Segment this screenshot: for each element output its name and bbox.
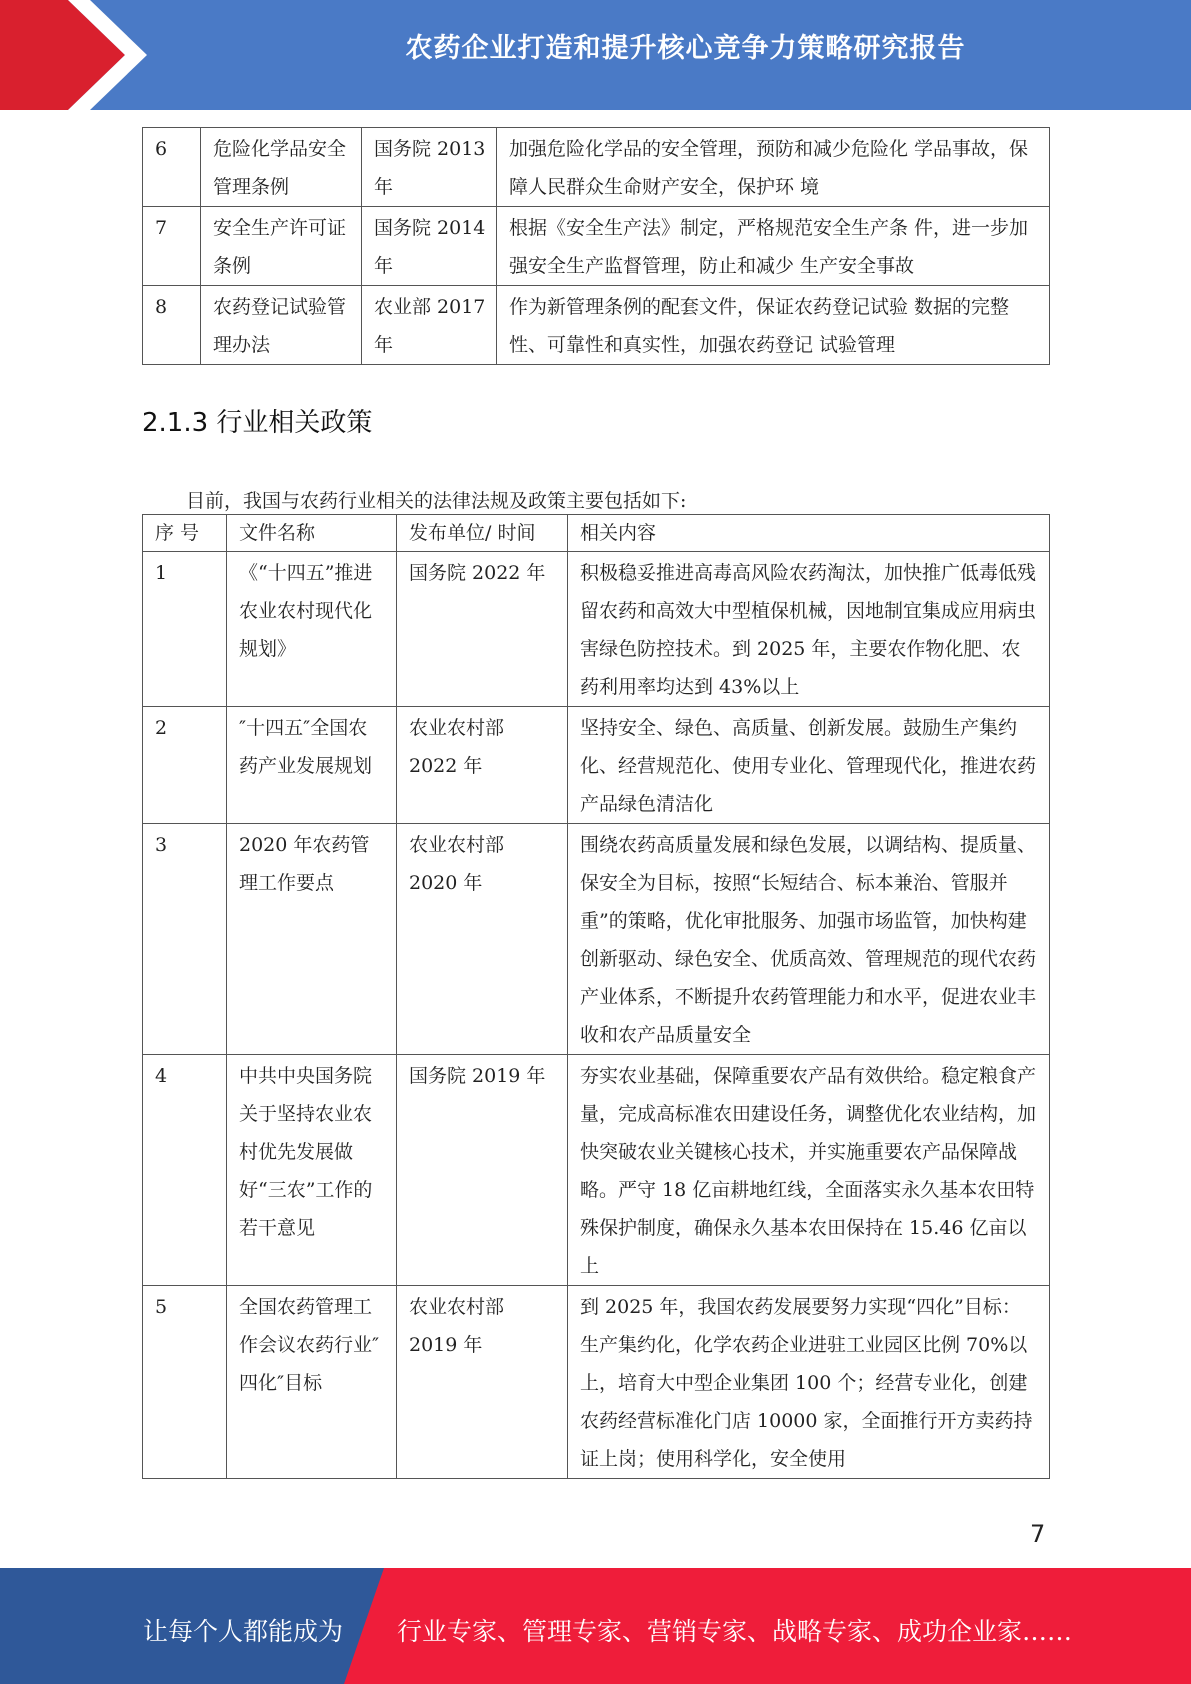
- table-header-row: [143, 515, 1050, 552]
- row-number: 3: [143, 824, 227, 1055]
- document-name: ″十四五″全国农药产业发展规划: [227, 707, 397, 824]
- content: 加强危险化学品的安全管理，预防和减少危险化 学品事故，保障人民群众生命财产安全，保护环 境: [497, 128, 1050, 207]
- table-row: [143, 707, 1050, 824]
- content: 到 2025 年，我国农药发展要努力实现“四化”目标：生产集约化，化学农药企业进驻工业园区比例 70%以上，培育大中型企业集团 100 个；经营专业化，创建农药经营标准化门店 10000 家，全面推行开方卖药持证上岗；使用科学化，安全使用: [568, 1286, 1050, 1479]
- row-number: 8: [143, 286, 201, 365]
- issuer: 国务院 2014 年: [362, 207, 497, 286]
- content: 围绕农药高质量发展和绿色发展，以调结构、提质量、保安全为目标，按照“长短结合、标本兼治、管服并重”的策略，优化审批服务、加强市场监管，加快构建创新驱动、绿色安全、优质高效、管理规范的现代农药产业体系，不断提升农药管理能力和水平，促进农业丰收和农产品质量安全: [568, 824, 1050, 1055]
- issuer: 农业农村部 2019 年: [397, 1286, 568, 1479]
- issuer: 农业部 2017 年: [362, 286, 497, 365]
- intro-paragraph: 目前，我国与农药行业相关的法律法规及政策主要包括如下:: [186, 490, 687, 512]
- regulations-table-continued: [142, 127, 1050, 365]
- row-number: 6: [143, 128, 201, 207]
- table-row: [143, 128, 1050, 207]
- header-arrow-decoration: [0, 0, 150, 110]
- table-row: [143, 552, 1050, 707]
- footer-slogan-right: 行业专家、管理专家、营销专家、战略专家、成功企业家……: [397, 1617, 1073, 1646]
- content: 作为新管理条例的配套文件，保证农药登记试验 数据的完整性、可靠性和真实性，加强农药登记 试验管理: [497, 286, 1050, 365]
- table-row: [143, 1055, 1050, 1286]
- table-row: [143, 824, 1050, 1055]
- page-header: [0, 0, 1191, 110]
- content: 积极稳妥推进高毒高风险农药淘汰，加快推广低毒低残留农药和高效大中型植保机械，因地制宜集成应用病虫害绿色防控技术。到 2025 年，主要农作物化肥、农药利用率均达到 43%以上: [568, 552, 1050, 707]
- policy-table: [142, 514, 1050, 1479]
- content: 坚持安全、绿色、高质量、创新发展。鼓励生产集约化、经营规范化、使用专业化、管理现代化，推进农药产品绿色清洁化: [568, 707, 1050, 824]
- document-name: 农药登记试验管理办法: [201, 286, 362, 365]
- row-number: 5: [143, 1286, 227, 1479]
- table-row: [143, 1286, 1050, 1479]
- document-name: 中共中央国务院关于坚持农业农村优先发展做好“三农”工作的若干意见: [227, 1055, 397, 1286]
- issuer: 国务院 2022 年: [397, 552, 568, 707]
- header-title: 农药企业打造和提升核心竞争力策略研究报告: [405, 33, 966, 64]
- document-name: 安全生产许可证条例: [201, 207, 362, 286]
- content: 夯实农业基础，保障重要农产品有效供给。稳定粮食产量，完成高标准农田建设任务，调整优化农业结构，加快突破农业关键核心技术，并实施重要农产品保障战略。严守 18 亿亩耕地红线，全面落实永久基本农田特殊保护制度，确保永久基本农田保持在 15.46 亿亩以上: [568, 1055, 1050, 1286]
- row-number: 7: [143, 207, 201, 286]
- table-row: [143, 286, 1050, 365]
- page-number: 7: [1030, 1520, 1046, 1548]
- section-heading: 2.1.3 行业相关政策: [142, 408, 373, 438]
- document-name: 2020 年农药管理工作要点: [227, 824, 397, 1055]
- document-name: 全国农药管理工作会议农药行业″四化″目标: [227, 1286, 397, 1479]
- issuer: 农业农村部 2022 年: [397, 707, 568, 824]
- row-number: 4: [143, 1055, 227, 1286]
- issuer: 国务院 2013 年: [362, 128, 497, 207]
- issuer: 农业农村部 2020 年: [397, 824, 568, 1055]
- row-number: 2: [143, 707, 227, 824]
- row-number: 1: [143, 552, 227, 707]
- table-row: [143, 207, 1050, 286]
- content: 根据《安全生产法》制定，严格规范安全生产条 件，进一步加强安全生产监督管理，防止和减少 生产安全事故: [497, 207, 1050, 286]
- page-footer: [0, 1568, 1191, 1684]
- footer-slogan-left: 让每个人都能成为: [143, 1617, 344, 1646]
- header-content: 相关内容: [568, 515, 1050, 552]
- header-name: 文件名称: [227, 515, 397, 552]
- document-name: 危险化学品安全管理条例: [201, 128, 362, 207]
- header-number: 序 号: [143, 515, 227, 552]
- issuer: 国务院 2019 年: [397, 1055, 568, 1286]
- document-name: 《“十四五”推进农业农村现代化规划》: [227, 552, 397, 707]
- header-issuer: 发布单位/ 时间: [397, 515, 568, 552]
